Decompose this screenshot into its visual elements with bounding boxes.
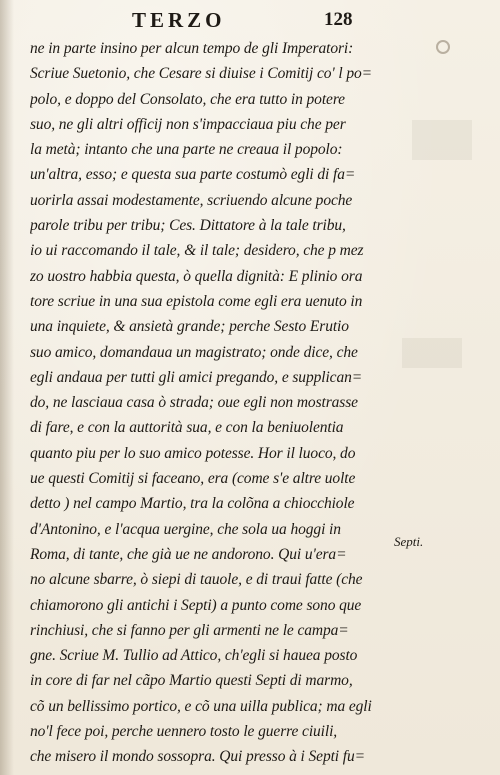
page-header (0, 8, 500, 34)
text-line: uorirla assai modestamente, scriuendo alcune poche (30, 191, 353, 209)
text-line: di fare, e con la auttorità sua, e con la beniuolentia (30, 419, 344, 437)
text-line: d'Antonino, e l'acqua uergine, che sola ua hoggi in (30, 520, 341, 538)
text-line: no alcune sbarre, ò siepi di tauole, e di traui fatte (che (30, 571, 363, 589)
text-line: ne in parte insino per alcun tempo de gli Imperatori: (30, 40, 354, 57)
text-line: una inquiete, & ansietà grande; perche Sesto Erutio (30, 318, 349, 336)
text-line: gne. Scriue M. Tullio ad Attico, ch'egli si hauea posto (30, 647, 358, 665)
text-line: io ui raccomando il tale, & il tale; desidero, che p mez (30, 242, 364, 260)
text-line: ue questi Comitij si faceano, era (come s'e altre uolte (30, 470, 356, 488)
text-line: in core di far nel cãpo Martio questi Septi di marmo, (30, 672, 353, 690)
show-through-mark (436, 40, 450, 54)
text-line: Scriue Suetonio, che Cesare si diuise i Comitij co' l po= (30, 65, 372, 83)
running-head: TERZO (132, 8, 226, 32)
show-through-text (412, 120, 472, 160)
text-line: chiamorono gli antichi i Septi) a punto come sono que (30, 596, 362, 614)
text-line: la metà; intanto che una parte ne creaua il popolo: (30, 141, 343, 159)
text-line: detto ) nel campo Martio, tra la colõna a chiocchiole (30, 495, 355, 513)
text-line: tore scriue in una sua epistola come egli era uenuto in (30, 292, 363, 310)
text-line: quanto piu per lo suo amico potesse. Hor il luoco, do (30, 444, 356, 462)
text-line: suo amico, domandaua un magistrato; onde dice, che (30, 343, 358, 361)
page-number: 128 (324, 9, 353, 30)
text-line: parole tribu per tribu; Ces. Dittatore à la tale tribu, (30, 217, 346, 235)
text-line: un'altra, esso; e questa sua parte costumò egli di fa= (30, 166, 356, 184)
text-line: suo, ne gli altri officij non s'impacciaua piu che per (30, 115, 346, 133)
text-line: egli andaua per tutti gli amici pregando, e supplican= (30, 368, 363, 386)
text-line: cõ un bellissimo portico, e cõ una uilla publica; ma egli (30, 697, 372, 715)
text-line: no'l fece poi, perche uennero tosto le guerre ciuili, (30, 723, 338, 741)
margin-note: Septi. (394, 534, 424, 549)
text-line: do, ne lasciaua casa ò strada; oue egli non mostrasse (30, 394, 358, 412)
text-line: polo, e doppo del Consolato, che era tutto in potere (30, 90, 345, 108)
gutter-shadow (0, 0, 14, 775)
text-line: che misero il mondo sossopra. Qui presso à i Septi fu= (30, 748, 366, 766)
body-text (30, 36, 400, 770)
text-line: zo uostro habbia questa, ò quella dignità: E plinio ora (30, 267, 363, 285)
show-through-text (402, 338, 462, 368)
text-line: Roma, di tante, che già ue ne andorono. Qui u'era= (30, 545, 347, 563)
text-line: rinchiusi, che si fanno per gli armenti ne le campa= (30, 621, 349, 639)
